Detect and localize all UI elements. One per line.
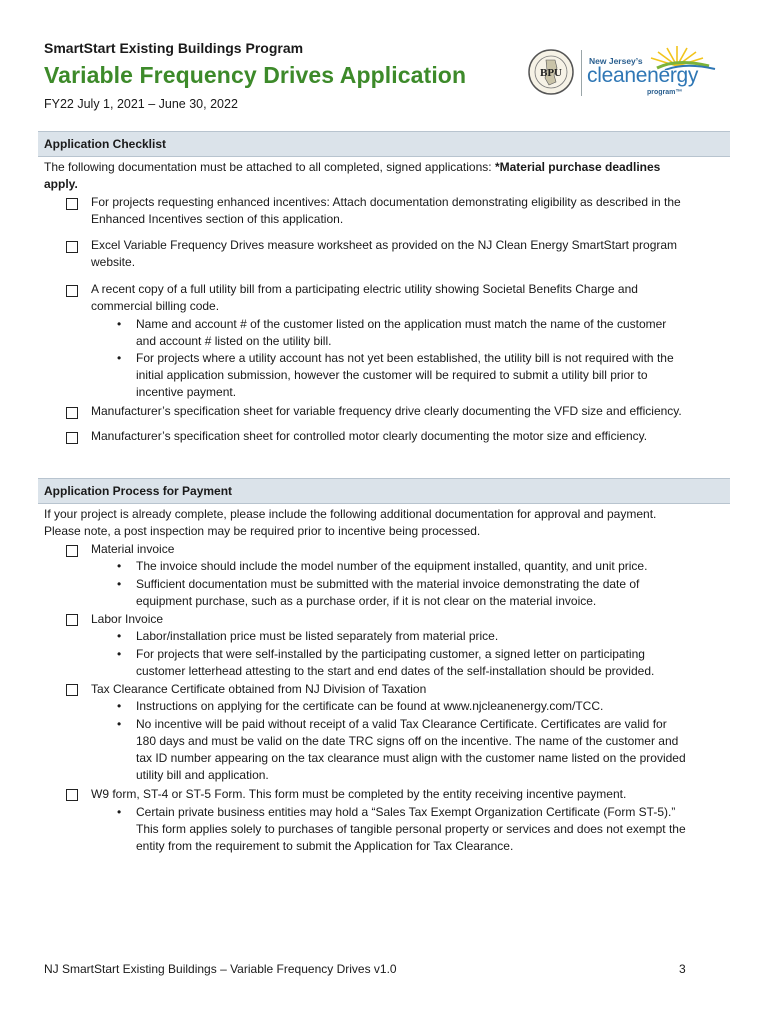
bullet-line: The invoice should include the model number of the equipment installed, quantity, and unit price. — [136, 559, 648, 573]
fiscal-year: FY22 July 1, 2021 – June 30, 2022 — [44, 97, 238, 111]
checklist-item-utility-bill — [91, 281, 638, 315]
checkbox-tax-clearance[interactable] — [66, 684, 78, 696]
clean-energy-wordmark: cleanenergy — [587, 64, 699, 87]
page-title: Variable Frequency Drives Application — [44, 62, 467, 88]
payment-item-tax-clearance: Tax Clearance Certificate obtained from NJ Division of Taxation — [91, 682, 427, 696]
bullet-line: incentive payment. — [136, 385, 237, 399]
payment-item-w9-form: W9 form, ST-4 or ST-5 Form. This form must be completed by the entity receiving incentive payment. — [91, 787, 627, 801]
new-jersey-label: New Jersey’s — [589, 56, 643, 66]
checklist-item-motor-spec-sheet — [91, 428, 647, 445]
bullet-item — [136, 316, 666, 350]
checklist-item-vfd-worksheet — [91, 237, 677, 271]
checkbox-labor-invoice[interactable] — [66, 614, 78, 626]
bullet-icon: • — [117, 717, 122, 731]
checklist-item-line: A recent copy of a full utility bill from a participating electric utility showing Societal Benefits Charge and — [91, 282, 638, 296]
checkbox-w9-form[interactable] — [66, 789, 78, 801]
checklist-section-header — [38, 131, 730, 157]
bullet-icon: • — [117, 577, 122, 591]
footer-title: NJ SmartStart Existing Buildings – Variable Frequency Drives v1.0 — [44, 962, 397, 976]
checklist-item-line: Enhanced Incentives section of this application. — [91, 212, 344, 226]
checklist-intro-deadline: *Material purchase deadlines — [494, 160, 661, 174]
checkbox-utility-bill[interactable] — [66, 285, 78, 297]
bullet-line: entity from the requirement to submit the Application for Tax Clearance. — [136, 839, 514, 853]
logo-divider — [581, 50, 582, 96]
bullet-icon: • — [117, 559, 122, 573]
payment-heading: Application Process for Payment — [44, 484, 233, 498]
bpu-text: BPU — [540, 67, 562, 79]
bullet-line: customer letterhead attesting to the start and end dates of the self-installation should be provided. — [136, 664, 655, 678]
bullet-line: Sufficient documentation must be submitted with the material invoice demonstrating the date of — [136, 577, 640, 591]
bullet-item — [136, 628, 498, 645]
bullet-icon: • — [117, 317, 122, 331]
bullet-item — [136, 558, 647, 575]
checkbox-material-invoice[interactable] — [66, 545, 78, 557]
checkbox-vfd-spec-sheet[interactable] — [66, 407, 78, 419]
checklist-item-line: website. — [91, 255, 136, 269]
bullet-line: Certain private business entities may hold a “Sales Tax Exempt Organization Certificate (Form ST-5).” — [136, 805, 676, 819]
bullet-item — [136, 350, 674, 401]
bullet-line: tax ID number appearing on the tax clearance must align with the customer name listed on the provided — [136, 751, 686, 765]
bullet-icon: • — [117, 629, 122, 643]
bpu-seal-logo — [527, 48, 575, 96]
bullet-line: and account # listed on the utility bill. — [136, 334, 332, 348]
bullet-line: Instructions on applying for the certificate can be found at www.njcleanenergy.com/TCC. — [136, 699, 604, 713]
checklist-heading: Application Checklist — [44, 137, 167, 151]
bullet-line: equipment purchase, such as a purchase order, if it is not clear on the material invoice. — [136, 594, 597, 608]
payment-intro-line: If your project is already complete, please include the following additional documentation for approval and payment. — [44, 507, 657, 521]
payment-intro-line: Please note, a post inspection may be required prior to incentive being processed. — [44, 524, 481, 538]
page-number: 3 — [679, 962, 686, 976]
bullet-icon: • — [117, 647, 122, 661]
bullet-icon: • — [117, 699, 122, 713]
bullet-line: Labor/installation price must be listed separately from material price. — [136, 629, 499, 643]
checkbox-vfd-worksheet[interactable] — [66, 241, 78, 253]
bullet-line: No incentive will be paid without receipt of a valid Tax Clearance Certificate. Certificates are valid for — [136, 717, 667, 731]
bullet-item — [136, 698, 603, 715]
payment-item-labor-invoice: Labor Invoice — [91, 612, 164, 626]
bullet-icon: • — [117, 805, 122, 819]
bullet-line: For projects where a utility account has not yet been established, the utility bill is not required with the — [136, 351, 674, 365]
bullet-item — [136, 716, 686, 784]
bullet-item — [136, 804, 686, 855]
checklist-item-line: commercial billing code. — [91, 299, 220, 313]
bullet-line: 180 days and must be valid on the date TRC signs off on the incentive. The name of the customer and — [136, 734, 679, 748]
logo-group — [527, 44, 727, 102]
bullet-item — [136, 646, 654, 680]
checklist-item-line: Excel Variable Frequency Drives measure worksheet as provided on the NJ Clean Energy SmartStart program — [91, 238, 678, 252]
bullet-item — [136, 576, 639, 610]
payment-section-header — [38, 478, 730, 504]
bullet-icon: • — [117, 351, 122, 365]
checklist-item-vfd-spec-sheet — [91, 403, 682, 420]
checklist-item-line: Manufacturer’s specification sheet for variable frequency drive clearly documenting the VFD size and efficiency. — [91, 404, 682, 418]
payment-item-material-invoice: Material invoice — [91, 542, 175, 556]
bullet-line: initial application submission, however the customer will be required to submit a utility bill prior to — [136, 368, 648, 382]
program-wordmark: program™ — [647, 89, 683, 96]
bullet-line: utility bill and application. — [136, 768, 269, 782]
checklist-intro — [44, 159, 660, 176]
checklist-item-line: Manufacturer’s specification sheet for controlled motor clearly documenting the motor size and efficiency. — [91, 429, 648, 443]
checkbox-enhanced-incentives[interactable] — [66, 198, 78, 210]
payment-intro — [44, 506, 656, 540]
bullet-line: This form applies solely to purchases of tangible personal property or services and does not exempt the — [136, 822, 686, 836]
checklist-item-line: For projects requesting enhanced incentives: Attach documentation demonstrating eligibility as described in the — [91, 195, 681, 209]
checklist-intro-text: The following documentation must be attached to all completed, signed applications: — [44, 160, 495, 174]
checklist-item-enhanced-incentives — [91, 194, 681, 228]
checklist-intro-apply: apply. — [44, 177, 78, 191]
bullet-line: For projects that were self-installed by the participating customer, a signed letter on participating — [136, 647, 645, 661]
checkbox-motor-spec-sheet[interactable] — [66, 432, 78, 444]
program-name: SmartStart Existing Buildings Program — [44, 40, 304, 56]
bullet-line: Name and account # of the customer listed on the application must match the name of the customer — [136, 317, 667, 331]
